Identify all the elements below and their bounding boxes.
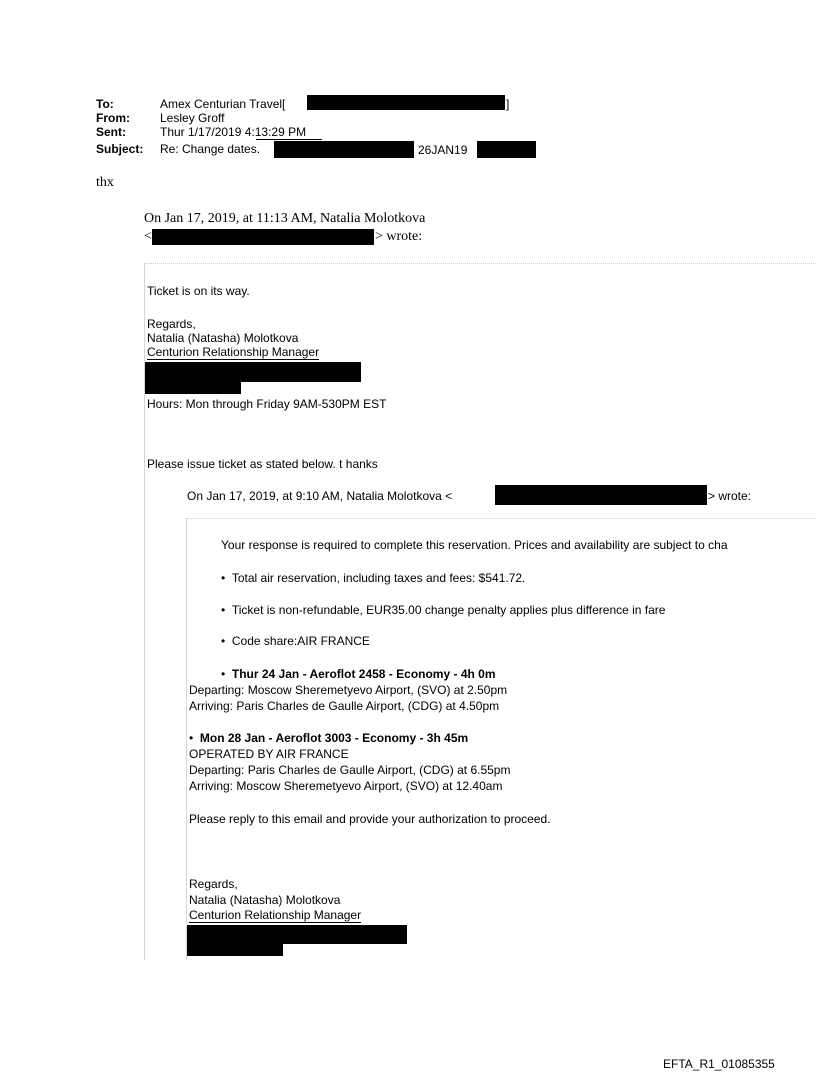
bullet-item — [221, 571, 525, 585]
bullet-item — [221, 603, 665, 617]
redaction-bar — [187, 943, 283, 956]
flight1-arrive: Arriving: Paris Charles de Gaulle Airport, (CDG) at 4.50pm — [189, 699, 500, 713]
sent-row — [96, 125, 306, 139]
quote2-regards: Regards, — [189, 877, 238, 891]
from-row — [96, 111, 224, 125]
subject-label: Subject: — [96, 142, 144, 156]
quote1-title: Centurion Relationship Manager — [147, 345, 320, 359]
flight2-depart: Departing: Paris Charles de Gaulle Airport, (CDG) at 6.55pm — [189, 763, 511, 777]
bullet-codeshare: Code share:AIR FRANCE — [231, 634, 370, 648]
redaction-bar — [187, 925, 407, 944]
quote2-title: Centurion Relationship Manager — [189, 908, 362, 922]
quote1-message: Ticket is on its way. — [147, 284, 250, 298]
to-value: Amex Centurian Travel[ — [160, 97, 286, 111]
bullet-glyph: • — [221, 634, 226, 648]
redaction-bar — [274, 141, 414, 158]
to-row — [96, 97, 285, 111]
reply-text: thx — [96, 175, 114, 190]
bullet-glyph: • — [189, 731, 194, 745]
quote1-intro-line1: On Jan 17, 2019, at 11:13 AM, Natalia Molotkova — [144, 211, 426, 226]
redaction-bar — [145, 380, 241, 394]
from-label: From: — [96, 111, 130, 125]
bullet-total: Total air reservation, including taxes and fees: $541.72. — [231, 571, 526, 585]
flight1-depart: Departing: Moscow Sheremetyevo Airport, (SVO) at 2.50pm — [189, 683, 508, 697]
quote2-intro: On Jan 17, 2019, at 9:10 AM, Natalia Molotkova < — [187, 489, 453, 503]
bullet-refund: Ticket is non-refundable, EUR35.00 change penalty applies plus difference in fare — [231, 603, 666, 617]
redaction-bar — [495, 485, 707, 505]
bullet-glyph: • — [221, 603, 226, 617]
sent-label: Sent: — [96, 125, 126, 139]
redaction-bar — [152, 229, 374, 245]
quote1-hours: Hours: Mon through Friday 9AM-530PM EST — [147, 397, 387, 411]
quote1-request: Please issue ticket as stated below. t hanks — [147, 457, 378, 471]
quote2-reply-request: Please reply to this email and provide your authorization to proceed. — [189, 812, 551, 826]
quote1-intro-wrote: > wrote: — [375, 229, 423, 244]
flight1-title: Thur 24 Jan - Aeroflot 2458 - Economy - 4h 0m — [231, 667, 496, 681]
flight1-heading — [221, 667, 496, 681]
document-id: EFTA_R1_01085355 — [663, 1057, 775, 1071]
quote1-name: Natalia (Natasha) Molotkova — [147, 331, 299, 345]
bullet-glyph: • — [221, 571, 226, 585]
quote2-intro-wrote: > wrote: — [708, 489, 752, 503]
sent-value: Thur 1/17/2019 4:13:29 PM — [160, 125, 307, 139]
to-close-bracket: ] — [506, 97, 510, 111]
flight2-heading — [189, 731, 468, 745]
quote2-left-border — [186, 518, 187, 960]
quote1-intro-open: < — [144, 229, 152, 244]
flight2-arrive: Arriving: Moscow Sheremetyevo Airport, (SVO) at 12.40am — [189, 779, 503, 793]
redaction-bar — [477, 141, 536, 158]
flight2-title: Mon 28 Jan - Aeroflot 3003 - Economy - 3h 45m — [199, 731, 469, 745]
quote1-top-border — [144, 263, 816, 264]
subject-row — [96, 142, 260, 156]
to-label: To: — [96, 97, 114, 111]
quote2-top-border — [186, 518, 816, 519]
bullet-item — [221, 634, 370, 648]
flight2-operated: OPERATED BY AIR FRANCE — [189, 747, 349, 761]
subject-value: Re: Change dates. — [160, 142, 261, 156]
bullet-glyph: • — [221, 667, 226, 681]
subject-date: 26JAN19 — [418, 143, 468, 157]
quote2-name: Natalia (Natasha) Molotkova — [189, 893, 341, 907]
from-value: Lesley Groff — [160, 111, 225, 125]
redaction-bar — [307, 95, 505, 110]
quote1-regards: Regards, — [147, 317, 196, 331]
redaction-bar — [145, 362, 361, 382]
quote2-response-required: Your response is required to complete this reservation. Prices and availability are subject to cha — [221, 538, 728, 552]
sent-underline — [256, 139, 322, 140]
